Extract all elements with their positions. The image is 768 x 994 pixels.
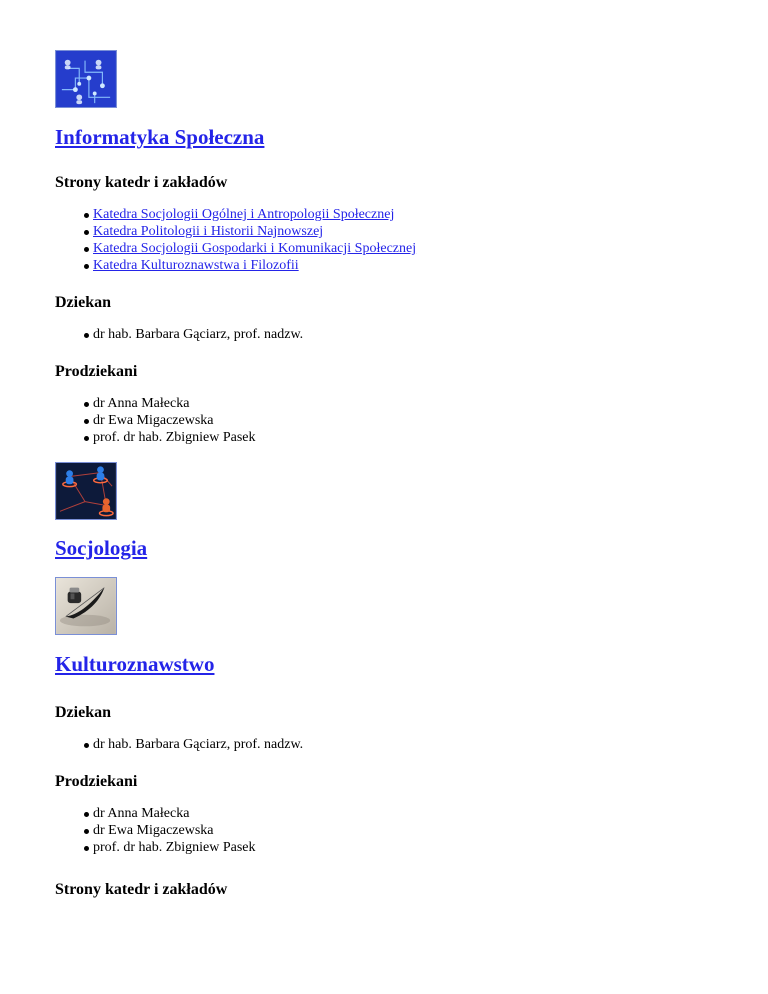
network-circuit-image bbox=[56, 51, 116, 107]
block-heading: Prodziekani bbox=[55, 363, 138, 380]
list-item: prof. dr hab. Zbigniew Pasek bbox=[93, 429, 745, 446]
section-title bbox=[55, 125, 745, 149]
social-network-icon[interactable] bbox=[55, 462, 117, 520]
block-heading: Strony katedr i zakładów bbox=[55, 174, 228, 191]
quill-inkwell-icon[interactable] bbox=[55, 577, 117, 635]
quill-inkwell-image bbox=[56, 578, 116, 634]
section-link-informatyka[interactable]: Informatyka Społeczna bbox=[55, 125, 265, 149]
katedry-list bbox=[55, 206, 745, 274]
list-item bbox=[93, 206, 745, 223]
katedra-link[interactable]: Katedra Kulturoznawstwa i Filozofii bbox=[93, 258, 299, 273]
network-circuit-icon[interactable] bbox=[55, 50, 117, 108]
list-item: dr Anna Małecka bbox=[93, 395, 745, 412]
dziekan-list bbox=[55, 736, 745, 753]
block-heading: Strony katedr i zakładów bbox=[55, 881, 228, 898]
katedra-link[interactable]: Katedra Politologii i Historii Najnowszej bbox=[93, 224, 324, 239]
block-heading: Prodziekani bbox=[55, 773, 138, 790]
list-item: dr Ewa Migaczewska bbox=[93, 822, 745, 839]
katedra-link[interactable]: Katedra Socjologii Ogólnej i Antropologii Społecznej bbox=[93, 207, 395, 222]
list-item: dr Ewa Migaczewska bbox=[93, 412, 745, 429]
page-content bbox=[55, 50, 745, 900]
section-title bbox=[55, 536, 745, 560]
list-item bbox=[93, 257, 745, 274]
list-item bbox=[93, 223, 745, 240]
social-network-image bbox=[56, 463, 116, 519]
list-item: dr hab. Barbara Gąciarz, prof. nadzw. bbox=[93, 736, 745, 753]
prodziekani-list bbox=[55, 395, 745, 446]
block-heading: Dziekan bbox=[55, 704, 111, 721]
list-item bbox=[93, 240, 745, 257]
list-item: dr hab. Barbara Gąciarz, prof. nadzw. bbox=[93, 326, 745, 343]
block-heading: Dziekan bbox=[55, 294, 111, 311]
section-link-socjologia[interactable]: Socjologia bbox=[55, 536, 148, 560]
dziekan-list bbox=[55, 326, 745, 343]
section-title bbox=[55, 652, 745, 676]
section-link-kulturoznawstwo[interactable]: Kulturoznawstwo bbox=[55, 652, 215, 676]
list-item: prof. dr hab. Zbigniew Pasek bbox=[93, 839, 745, 856]
prodziekani-list bbox=[55, 805, 745, 856]
katedra-link[interactable]: Katedra Socjologii Gospodarki i Komunikacji Społecznej bbox=[93, 241, 417, 256]
list-item: dr Anna Małecka bbox=[93, 805, 745, 822]
